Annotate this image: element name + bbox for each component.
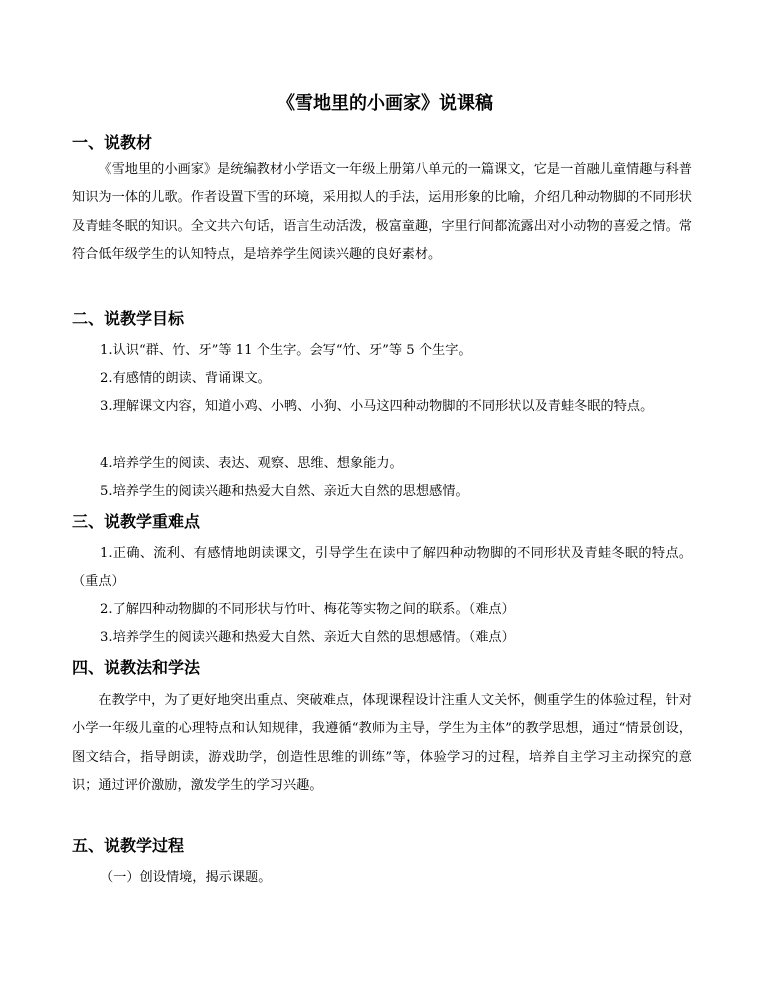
section-heading-key-points: 三、说教学重难点 [72, 512, 201, 531]
key-point-item: 1.正确、流利、有感情地朗读课文，引导学生在读中了解四种动物脚的不同形状及青蛙冬眠的特点。（重点） [72, 546, 692, 590]
section-heading-process: 五、说教学过程 [72, 836, 185, 855]
objective-item: 4.培养学生的阅读、表达、观察、思维、想象能力。 [100, 456, 403, 471]
key-point-item: 3.培养学生的阅读兴趣和热爱大自然、亲近大自然的思想感情。（难点） [100, 630, 515, 645]
section-paragraph-textbook: 《雪地里的小画家》是统编教材小学语文一年级上册第八单元的一篇课文，它是一首融儿童情趣与科普知识为一体的儿歌。作者设置下雪的环境，采用拟人的手法，运用形象的比喻，介绍几种动物脚的不同形状及青蛙冬眠的知识。全文共六句话，语言生动活泼，极富童趣，字里行间都流露出对小动物的喜爱之情。常符合低年级学生的认知特点，是培养学生阅读兴趣的良好素材。 [72, 162, 692, 262]
objective-item: 2.有感情的朗读、背诵课文。 [100, 371, 271, 386]
section-heading-methods: 四、说教法和学法 [72, 658, 201, 677]
key-point-item: 2.了解四种动物脚的不同形状与竹叶、梅花等实物之间的联系。（难点） [100, 602, 515, 617]
section-heading-textbook: 一、说教材 [72, 133, 153, 152]
process-item: （一）创设情境，揭示课题。 [100, 870, 272, 885]
objective-item: 3.理解课文内容，知道小鸡、小鸭、小狗、小马这四种动物脚的不同形状以及青蛙冬眠的特点。 [100, 399, 654, 414]
document-title: 《雪地里的小画家》说课稿 [277, 93, 493, 114]
objective-item: 1.认识“群、竹、牙”等 11 个生字。会写“竹、牙”等 5 个生字。 [100, 343, 472, 358]
section-heading-objectives: 二、说教学目标 [72, 309, 185, 328]
objective-item: 5.培养学生的阅读兴趣和热爱大自然、亲近大自然的思想感情。 [100, 484, 469, 499]
section-paragraph-methods: 在教学中，为了更好地突出重点、突破难点，体现课程设计注重人文关怀，侧重学生的体验过程，针对小学一年级儿童的心理特点和认知规律，我遵循“教师为主导，学生为主体”的教学思想，通过“情景创设，图文结合，指导朗读，游戏助学，创造性思维的训练”等，体验学习的过程，培养自主学习主动探究的意识；通过评价激励，激发学生的学习兴趣。 [72, 693, 692, 793]
